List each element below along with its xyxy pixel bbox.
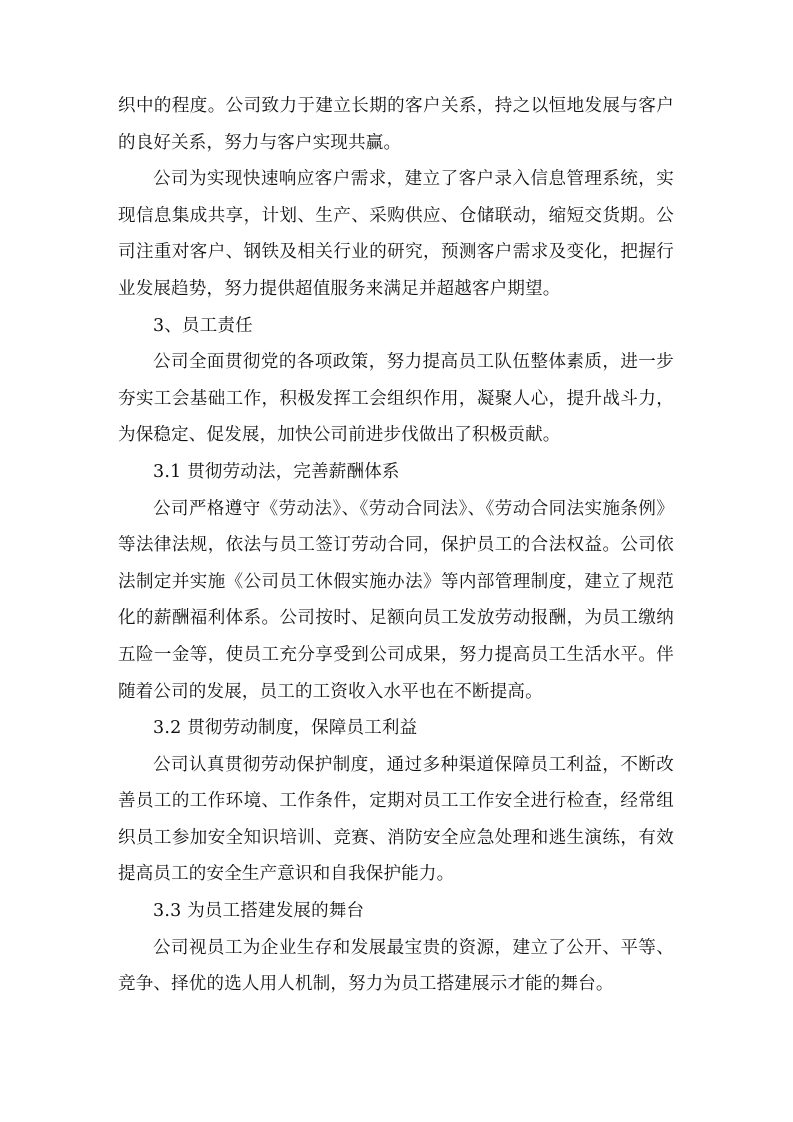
paragraph-labor-protection: 公司认真贯彻劳动保护制度，通过多种渠道保障员工利益，不断改善员工的工作环境、工作条件，定期对员工工作安全进行检查，经常组织员工参加安全知识培训、竞赛、消防安全应急处理和逃生演练，有效提高员工的安全生产意识和自我保护能力。 [118,754,674,885]
subsection-heading-3-1: 3.1 贯彻劳动法，完善薪酬体系 [153,461,400,482]
document-body [118,88,674,1003]
section-heading-employee-responsibility: 3、员工责任 [153,315,253,336]
paragraph-development-stage: 公司视员工为企业生存和发展最宝贵的资源，建立了公开、平等、竞争、择优的选人用人机制，努力为员工搭建展示才能的舞台。 [118,937,674,995]
subsection-heading-3-3: 3.3 为员工搭建发展的舞台 [153,901,365,922]
subsection-heading-3-2: 3.2 贯彻劳动制度，保障员工利益 [153,718,418,739]
paragraph-continuation: 织中的程度。公司致力于建立长期的客户关系，持之以恒地发展与客户的良好关系，努力与客户实现共赢。 [118,96,674,153]
paragraph-employee-responsibility: 公司全面贯彻党的各项政策，努力提高员工队伍整体素质，进一步夯实工会基础工作，积极发挥工会组织作用，凝聚人心，提升战斗力，为保稳定、促发展，加快公司前进步伐做出了积极贡献。 [118,352,674,446]
paragraph-labor-law: 公司严格遵守《劳动法》、《劳动合同法》、《劳动合同法实施条例》等法律法规，依法与员工签订劳动合同，保护员工的合法权益。公司依法制定并实施《公司员工休假实施办法》等内部管理制度，建立了规范化的薪酬福利体系。公司按时、足额向员工发放劳动报酬，为员工缴纳五险一金等，使员工充分享受到公司成果，努力提高员工生活水平。伴随着公司的发展，员工的工资收入水平也在不断提高。 [118,498,674,702]
paragraph-customer-response: 公司为实现快速响应客户需求，建立了客户录入信息管理系统，实现信息集成共享，计划、生产、采购供应、仓储联动，缩短交货期。公司注重对客户、钢铁及相关行业的研究，预测客户需求及变化，把握行业发展趋势，努力提供超值服务来满足并超越客户期望。 [118,169,674,299]
